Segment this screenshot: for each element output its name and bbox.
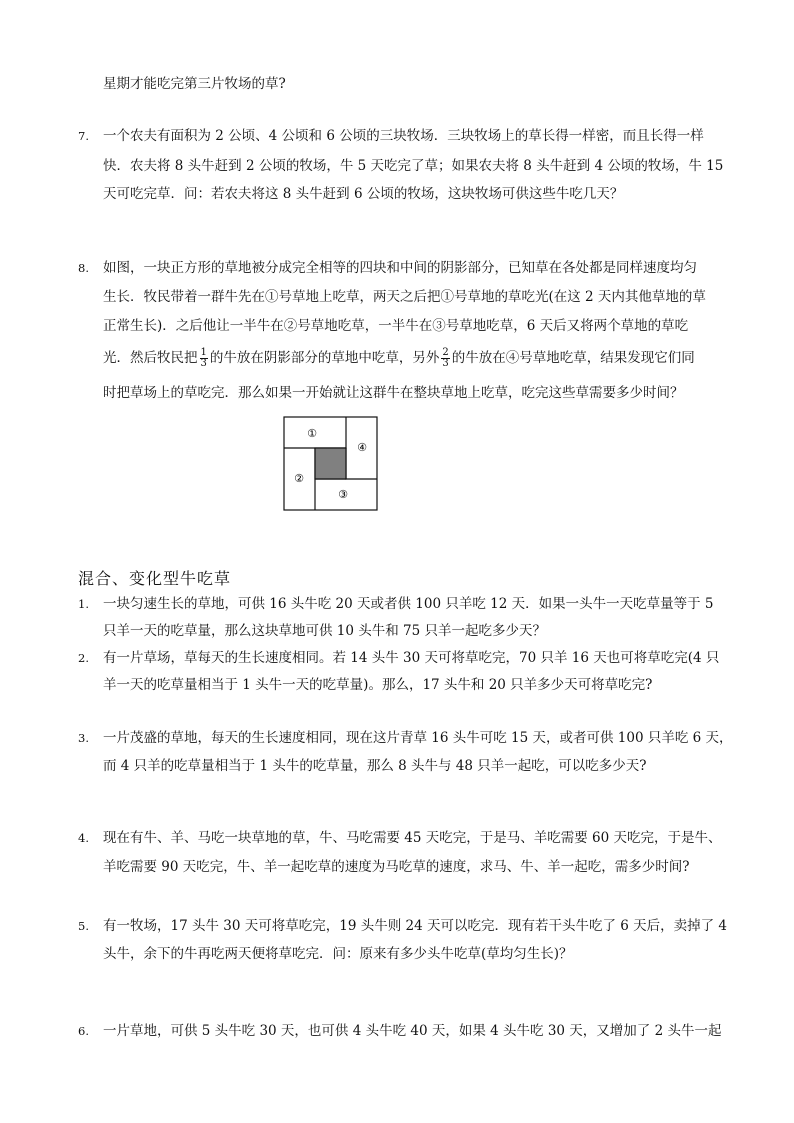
- item-1-line-1: 一块匀速生长的草地，可供 16 头牛吃 20 天或者供 100 只羊吃 12 天．如果一头牛一天吃草量等于 5: [103, 596, 714, 612]
- fraction-one-third: [200, 348, 208, 369]
- section-title: 混合、变化型牛吃草: [78, 569, 232, 588]
- figure-label-2: ②: [294, 472, 304, 485]
- item-6-line-1: 一片草地，可供 5 头牛吃 30 天，也可供 4 头牛吃 40 天，如果 4 头牛吃 30 天，又增加了 2 头牛一起: [103, 1023, 722, 1039]
- item-5-line-1: 有一牧场，17 头牛 30 天可将草吃完，19 头牛则 24 天可以吃完．现有若干头牛吃了 6 天后，卖掉了 4: [103, 918, 728, 934]
- fraction-1-denominator: 3: [200, 358, 207, 369]
- pasture-figure: [282, 415, 380, 513]
- problem-7-line-2: 快．农夫将 8 头牛赶到 2 公顷的牧场，牛 5 天吃完了草；如果农夫将 8 头牛赶到 4 公顷的牧场，牛 15: [103, 158, 724, 174]
- problem-8-line-4: [103, 345, 695, 371]
- problem-7-line-3: 天可吃完草．问：若农夫将这 8 头牛赶到 6 公顷的牧场，这块牧场可供这些牛吃几天？: [103, 186, 624, 202]
- problem-8-line-4c: 的牛放在④号草地吃草，结果发现它们同: [451, 350, 695, 366]
- figure-label-1: ①: [307, 427, 317, 440]
- problem-8-number: 8.: [78, 261, 89, 275]
- figure-shaded-region: [315, 448, 346, 479]
- item-2-number: 2.: [78, 651, 89, 665]
- intro-line: 星期才能吃完第三片牧场的草?: [103, 76, 286, 92]
- problem-8-line-4a: 光．然后牧民把: [103, 350, 198, 366]
- item-2-line-1: 有一片草场，草每天的生长速度相同。若 14 头牛 30 天可将草吃完，70 只羊 16 天也可将草吃完(4 只: [103, 650, 720, 666]
- problem-8-line-3: 正常生长)．之后他让一半牛在②号草地吃草，一半牛在③号草地吃草，6 天后又将两个草地的草吃: [103, 318, 689, 334]
- item-6-number: 6.: [78, 1024, 89, 1038]
- item-3-line-2: 而 4 只羊的吃草量相当于 1 头牛的吃草量，那么 8 头牛与 48 只羊一起吃，可以吃多少天?: [103, 758, 647, 774]
- fraction-2-denominator: 3: [442, 358, 449, 369]
- figure-label-4: ④: [357, 441, 367, 454]
- item-2-line-2: 羊一天的吃草量相当于 1 头牛一天的吃草量)。那么，17 头牛和 20 只羊多少天可将草吃完?: [103, 677, 653, 693]
- problem-8-line-5: 时把草场上的草吃完．那么如果一开始就让这群牛在整块草地上吃草，吃完这些草需要多少时间？: [103, 385, 684, 401]
- item-5-number: 5.: [78, 919, 89, 933]
- item-5-line-2: 头牛，余下的牛再吃两天便将草吃完．问：原来有多少头牛吃草(草均匀生长)？: [103, 946, 573, 962]
- fraction-two-thirds: [441, 348, 449, 369]
- figure-label-3: ③: [338, 488, 348, 501]
- item-4-number: 4.: [78, 831, 89, 845]
- item-3-line-1: 一片茂盛的草地，每天的生长速度相同，现在这片青草 16 头牛可吃 15 天，或者可供 100 只羊吃 6 天，: [103, 730, 733, 746]
- problem-7-number: 7.: [78, 129, 89, 143]
- item-4-line-2: 羊吃需要 90 天吃完，牛、羊一起吃草的速度为马吃草的速度，求马、牛、羊一起吃，需多少时间?: [103, 859, 690, 875]
- fraction-1-numerator: 1: [200, 347, 207, 358]
- item-4-line-1: 现在有牛、羊、马吃一块草地的草，牛、马吃需要 45 天吃完，于是马、羊吃需要 60 天吃完，于是牛、: [103, 830, 722, 846]
- problem-7-line-1: 一个农夫有面积为 2 公顷、4 公顷和 6 公顷的三块牧场．三块牧场上的草长得一样密，而且长得一样: [103, 128, 704, 144]
- fraction-2-numerator: 2: [442, 347, 449, 358]
- problem-8-line-1: 如图，一块正方形的草地被分成完全相等的四块和中间的阴影部分，已知草在各处都是同样速度均匀: [103, 260, 697, 276]
- item-1-number: 1.: [78, 597, 89, 611]
- item-3-number: 3.: [78, 731, 89, 745]
- item-1-line-2: 只羊一天的吃草量，那么这块草地可供 10 头牛和 75 只羊一起吃多少天？: [103, 623, 547, 639]
- problem-8-line-2: 生长．牧民带着一群牛先在①号草地上吃草，两天之后把①号草地的草吃光(在这 2 天内其他草地的草: [103, 289, 706, 305]
- problem-8-line-4b: 的牛放在阴影部分的草地中吃草，另外: [209, 350, 440, 366]
